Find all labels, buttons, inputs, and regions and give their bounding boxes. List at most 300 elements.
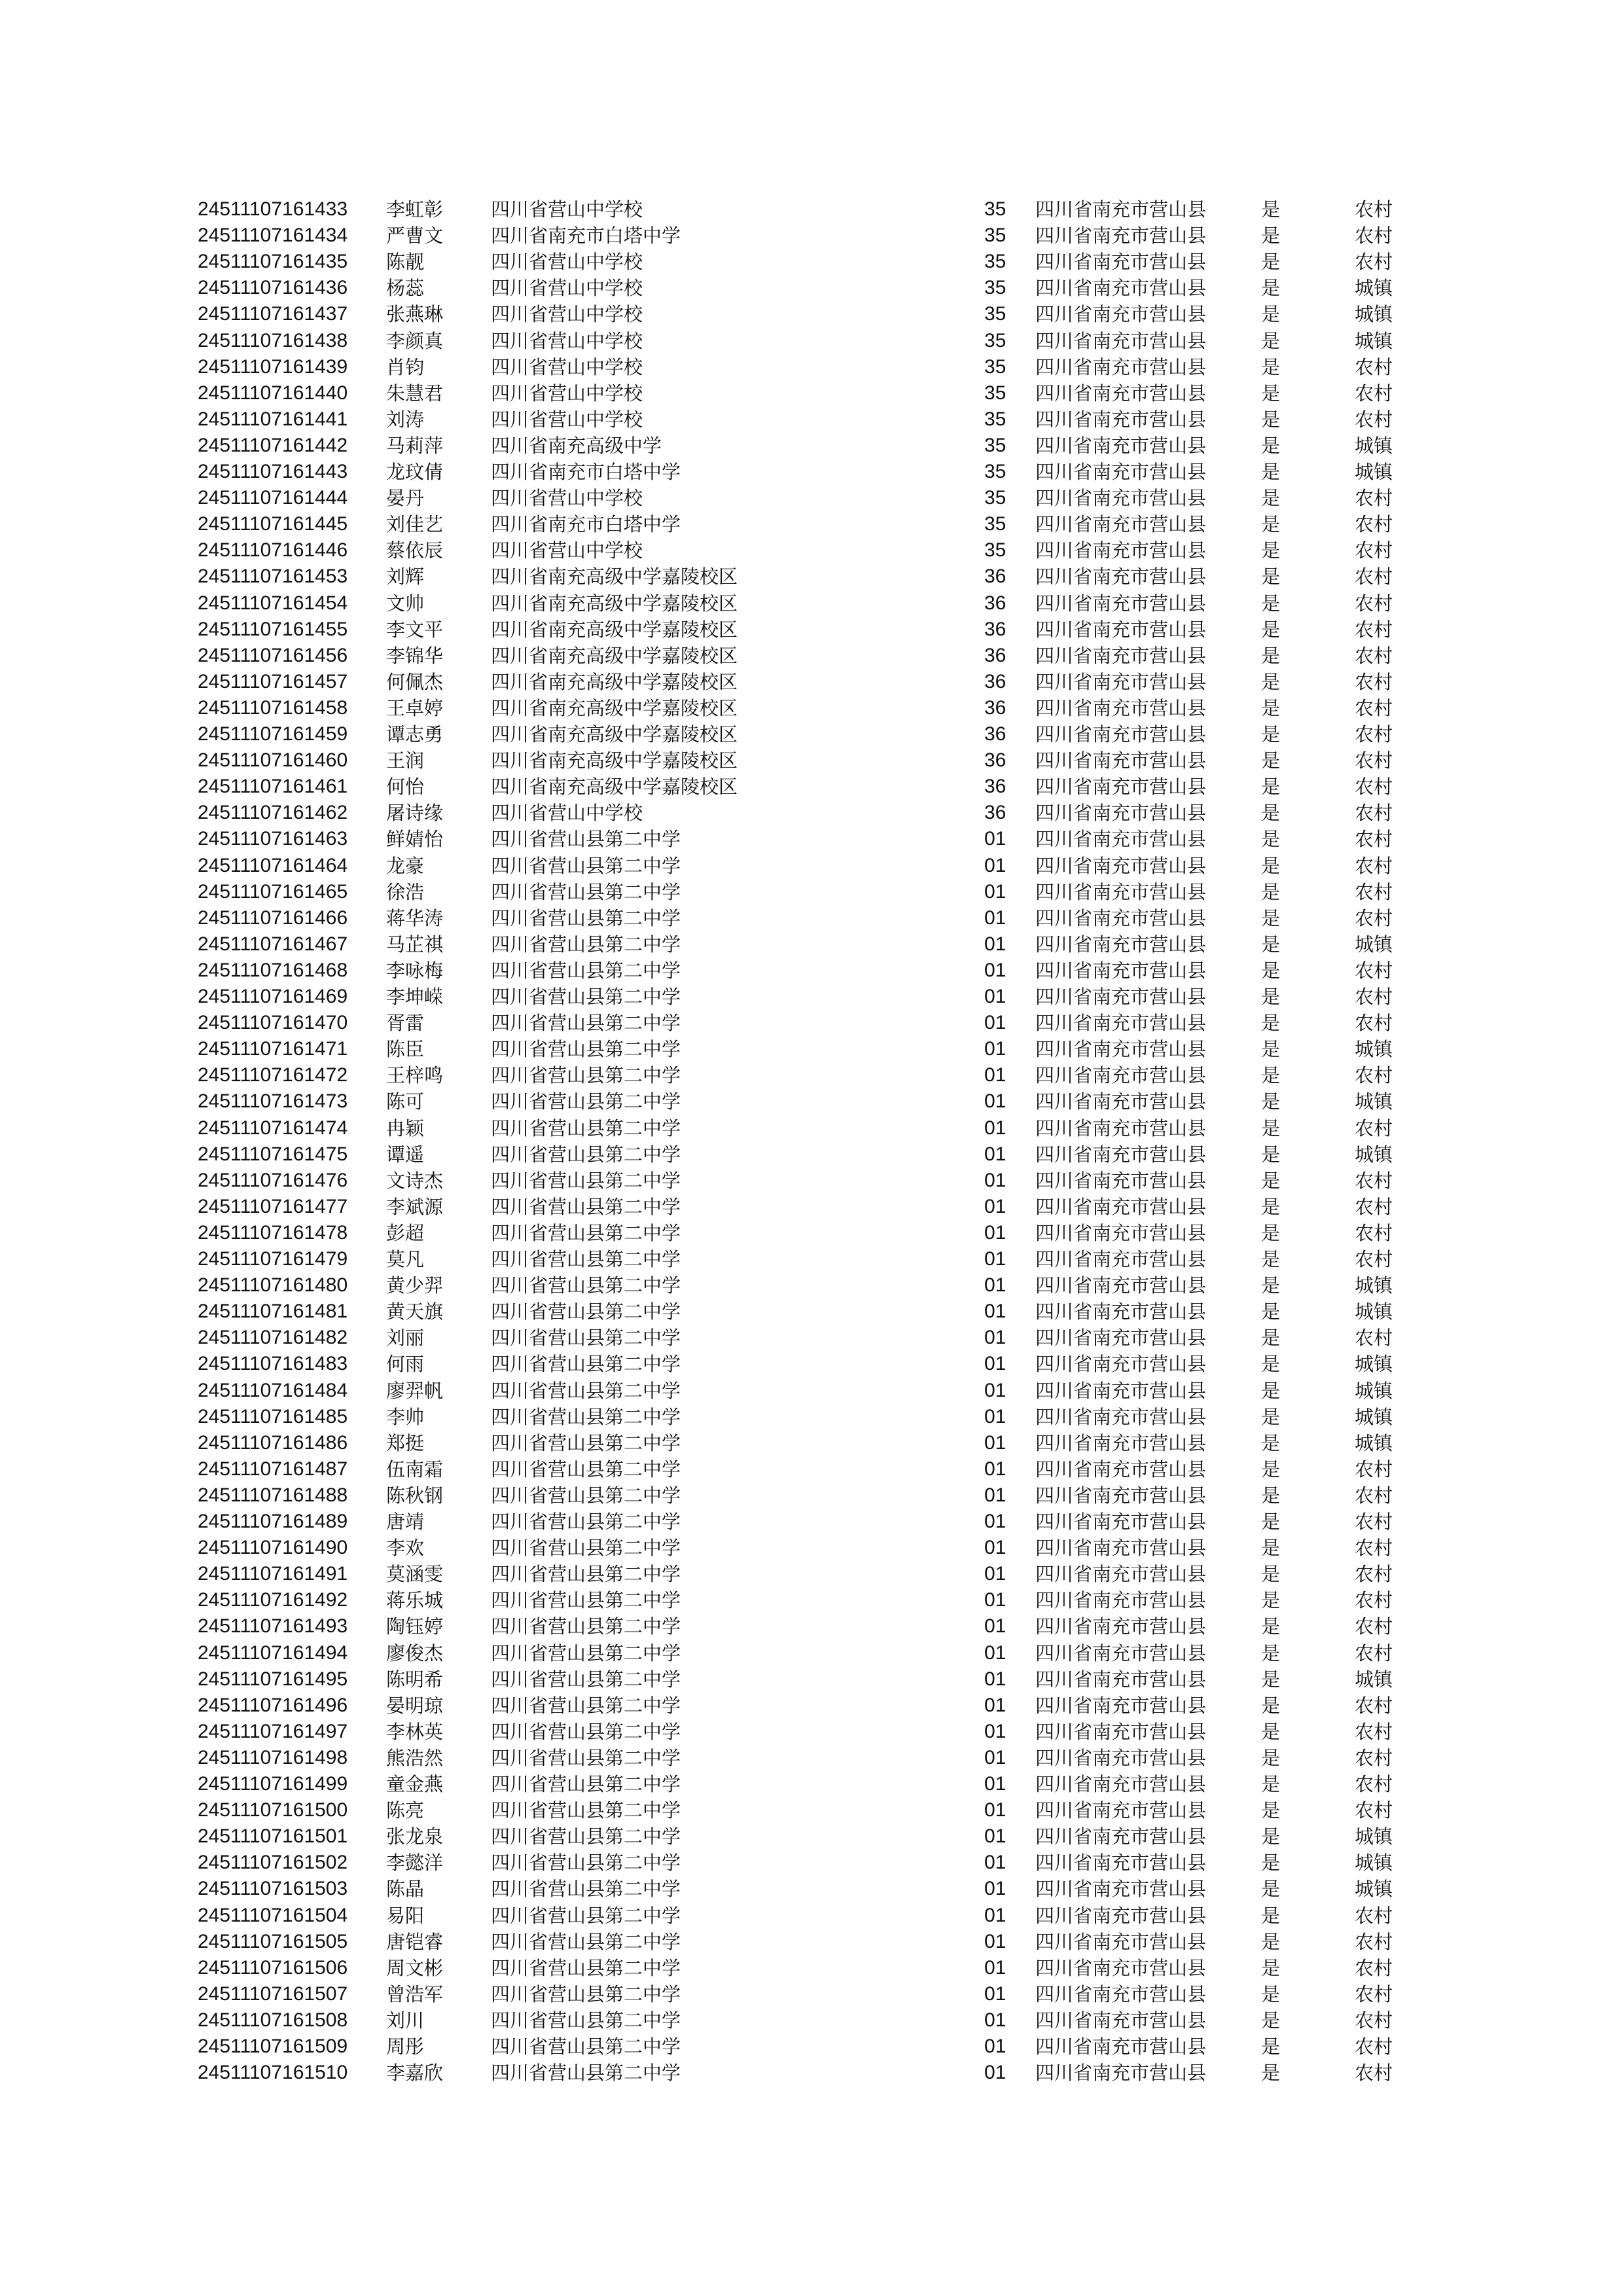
table-row <box>0 1299 1623 1325</box>
table-row <box>0 1482 1623 1509</box>
hometown-cell: 四川省南充市营山县 <box>1035 1248 1207 1270</box>
yes-flag-cell: 是 <box>1261 513 1281 536</box>
code-cell: 01 <box>984 1353 1007 1375</box>
code-cell: 01 <box>984 1090 1007 1113</box>
table-row <box>0 459 1623 485</box>
candidate-id-cell: 24511107161442 <box>198 434 348 456</box>
code-cell: 35 <box>984 382 1007 404</box>
code-cell: 01 <box>984 1248 1007 1270</box>
household-type-cell: 农村 <box>1355 1195 1393 1218</box>
household-type-cell: 农村 <box>1355 2036 1393 2058</box>
table-row <box>0 1719 1623 1745</box>
table-row <box>0 1693 1623 1719</box>
student-name-cell: 彭超 <box>386 1221 425 1244</box>
table-row <box>0 826 1623 852</box>
candidate-id-cell: 24511107161497 <box>198 1720 348 1742</box>
code-cell: 35 <box>984 408 1007 430</box>
student-name-cell: 晏明琼 <box>386 1694 444 1717</box>
hometown-cell: 四川省南充市营山县 <box>1035 1090 1207 1113</box>
table-row <box>0 853 1623 879</box>
school-name-cell: 四川省营山县第二中学 <box>491 1300 681 1323</box>
school-name-cell: 四川省营山县第二中学 <box>491 1694 681 1717</box>
household-type-cell: 农村 <box>1355 1327 1393 1350</box>
yes-flag-cell: 是 <box>1261 1458 1281 1480</box>
code-cell: 01 <box>984 2062 1007 2084</box>
candidate-id-cell: 24511107161434 <box>198 224 348 247</box>
code-cell: 01 <box>984 1117 1007 1139</box>
school-name-cell: 四川省营山中学校 <box>491 198 643 221</box>
candidate-id-cell: 24511107161490 <box>198 1537 348 1559</box>
school-name-cell: 四川省营山县第二中学 <box>491 1169 681 1192</box>
yes-flag-cell: 是 <box>1261 696 1281 719</box>
school-name-cell: 四川省营山县第二中学 <box>491 1537 681 1560</box>
hometown-cell: 四川省南充市营山县 <box>1035 513 1207 536</box>
candidate-id-cell: 24511107161441 <box>198 408 348 430</box>
household-type-cell: 农村 <box>1355 854 1393 877</box>
school-name-cell: 四川省营山县第二中学 <box>491 1195 681 1218</box>
code-cell: 35 <box>984 513 1007 535</box>
school-name-cell: 四川省营山县第二中学 <box>491 1012 681 1035</box>
school-name-cell: 四川省营山县第二中学 <box>491 1064 681 1087</box>
household-type-cell: 农村 <box>1355 880 1393 903</box>
student-name-cell: 黄少羿 <box>386 1274 444 1297</box>
hometown-cell: 四川省南充市营山县 <box>1035 1668 1207 1691</box>
candidate-id-cell: 24511107161445 <box>198 513 348 535</box>
candidate-id-cell: 24511107161493 <box>198 1615 348 1638</box>
household-type-cell: 农村 <box>1355 1982 1393 2005</box>
candidate-id-cell: 24511107161495 <box>198 1668 348 1690</box>
hometown-cell: 四川省南充市营山县 <box>1035 1878 1207 1901</box>
school-name-cell: 四川省南充高级中学嘉陵校区 <box>491 592 738 615</box>
code-cell: 01 <box>984 1195 1007 1217</box>
code-cell: 01 <box>984 1300 1007 1323</box>
school-name-cell: 四川省营山县第二中学 <box>491 1484 681 1507</box>
candidate-id-cell: 24511107161435 <box>198 251 348 273</box>
student-name-cell: 严曹文 <box>386 224 444 247</box>
household-type-cell: 农村 <box>1355 382 1393 404</box>
school-name-cell: 四川省营山县第二中学 <box>491 1511 681 1533</box>
yes-flag-cell: 是 <box>1261 776 1281 798</box>
household-type-cell: 农村 <box>1355 1615 1393 1638</box>
student-name-cell: 李虹彰 <box>386 198 444 221</box>
household-type-cell: 农村 <box>1355 1956 1393 1979</box>
yes-flag-cell: 是 <box>1261 670 1281 693</box>
hometown-cell: 四川省南充市营山县 <box>1035 355 1207 378</box>
table-row <box>0 354 1623 380</box>
hometown-cell: 四川省南充市营山县 <box>1035 854 1207 877</box>
school-name-cell: 四川省营山县第二中学 <box>491 1274 681 1297</box>
candidate-id-cell: 24511107161509 <box>198 2036 348 2057</box>
school-name-cell: 四川省营山中学校 <box>491 382 643 404</box>
student-name-cell: 王卓婷 <box>386 696 444 719</box>
hometown-cell: 四川省南充市营山县 <box>1035 1982 1207 2005</box>
yes-flag-cell: 是 <box>1261 1746 1281 1769</box>
table-row <box>0 1823 1623 1850</box>
code-cell: 01 <box>984 880 1007 903</box>
household-type-cell: 城镇 <box>1355 1852 1393 1874</box>
student-name-cell: 李斌源 <box>386 1195 444 1218</box>
hometown-cell: 四川省南充市营山县 <box>1035 2036 1207 2058</box>
candidate-id-cell: 24511107161487 <box>198 1458 348 1480</box>
hometown-cell: 四川省南充市营山县 <box>1035 1694 1207 1717</box>
household-type-cell: 农村 <box>1355 1511 1393 1533</box>
code-cell: 01 <box>984 1511 1007 1532</box>
school-name-cell: 四川省南充高级中学嘉陵校区 <box>491 670 738 693</box>
code-cell: 01 <box>984 1379 1007 1401</box>
hometown-cell: 四川省南充市营山县 <box>1035 1956 1207 1979</box>
student-name-cell: 唐靖 <box>386 1511 425 1533</box>
student-name-cell: 晏丹 <box>386 487 425 510</box>
table-row <box>0 721 1623 747</box>
yes-flag-cell: 是 <box>1261 802 1281 825</box>
code-cell: 36 <box>984 670 1007 692</box>
hometown-cell: 四川省南充市营山县 <box>1035 1012 1207 1035</box>
table-row <box>0 1141 1623 1168</box>
candidate-id-cell: 24511107161475 <box>198 1143 348 1165</box>
table-row <box>0 301 1623 327</box>
candidate-id-cell: 24511107161458 <box>198 696 348 719</box>
hometown-cell: 四川省南充市营山县 <box>1035 776 1207 798</box>
school-name-cell: 四川省营山中学校 <box>491 277 643 300</box>
household-type-cell: 城镇 <box>1355 1274 1393 1297</box>
code-cell: 01 <box>984 1982 1007 2005</box>
hometown-cell: 四川省南充市营山县 <box>1035 565 1207 588</box>
table-row <box>0 1613 1623 1640</box>
candidate-id-cell: 24511107161482 <box>198 1327 348 1349</box>
hometown-cell: 四川省南充市营山县 <box>1035 303 1207 326</box>
school-name-cell: 四川省营山县第二中学 <box>491 1825 681 1848</box>
table-row <box>0 1272 1623 1299</box>
student-name-cell: 曾浩军 <box>386 1982 444 2005</box>
code-cell: 01 <box>984 1589 1007 1611</box>
hometown-cell: 四川省南充市营山县 <box>1035 1746 1207 1769</box>
student-name-cell: 莫凡 <box>386 1248 425 1270</box>
candidate-id-cell: 24511107161453 <box>198 565 348 588</box>
school-name-cell: 四川省营山县第二中学 <box>491 1668 681 1691</box>
yes-flag-cell: 是 <box>1261 1379 1281 1402</box>
household-type-cell: 农村 <box>1355 1221 1393 1244</box>
hometown-cell: 四川省南充市营山县 <box>1035 1353 1207 1376</box>
candidate-id-cell: 24511107161492 <box>198 1589 348 1611</box>
code-cell: 36 <box>984 565 1007 588</box>
hometown-cell: 四川省南充市营山县 <box>1035 1379 1207 1402</box>
table-row <box>0 1062 1623 1088</box>
table-row <box>0 800 1623 826</box>
household-type-cell: 农村 <box>1355 1930 1393 1953</box>
table-row <box>0 1220 1623 1246</box>
hometown-cell: 四川省南充市营山县 <box>1035 1852 1207 1874</box>
code-cell: 01 <box>984 1484 1007 1506</box>
yes-flag-cell: 是 <box>1261 854 1281 877</box>
household-type-cell: 农村 <box>1355 487 1393 510</box>
student-name-cell: 郑挺 <box>386 1431 425 1454</box>
candidate-id-cell: 24511107161483 <box>198 1353 348 1375</box>
code-cell: 01 <box>984 1694 1007 1716</box>
hometown-cell: 四川省南充市营山县 <box>1035 670 1207 693</box>
table-row <box>0 564 1623 590</box>
school-name-cell: 四川省营山县第二中学 <box>491 1563 681 1586</box>
student-name-cell: 冉颖 <box>386 1117 425 1139</box>
candidate-id-cell: 24511107161443 <box>198 461 348 482</box>
yes-flag-cell: 是 <box>1261 2009 1281 2032</box>
household-type-cell: 农村 <box>1355 986 1393 1008</box>
yes-flag-cell: 是 <box>1261 487 1281 510</box>
yes-flag-cell: 是 <box>1261 1982 1281 2005</box>
student-name-cell: 陈秋钢 <box>386 1484 444 1507</box>
household-type-cell: 农村 <box>1355 618 1393 641</box>
hometown-cell: 四川省南充市营山县 <box>1035 1641 1207 1664</box>
code-cell: 01 <box>984 1169 1007 1191</box>
code-cell: 01 <box>984 828 1007 850</box>
student-name-cell: 刘辉 <box>386 565 425 588</box>
school-name-cell: 四川省营山中学校 <box>491 802 643 825</box>
hometown-cell: 四川省南充市营山县 <box>1035 749 1207 772</box>
table-row <box>0 931 1623 958</box>
household-type-cell: 农村 <box>1355 644 1393 667</box>
household-type-cell: 农村 <box>1355 224 1393 247</box>
household-type-cell: 农村 <box>1355 1537 1393 1560</box>
yes-flag-cell: 是 <box>1261 828 1281 851</box>
candidate-id-cell: 24511107161439 <box>198 355 348 378</box>
yes-flag-cell: 是 <box>1261 303 1281 326</box>
household-type-cell: 城镇 <box>1355 434 1393 457</box>
table-row <box>0 1404 1623 1430</box>
school-name-cell: 四川省营山县第二中学 <box>491 1405 681 1428</box>
student-name-cell: 何佩杰 <box>386 670 444 693</box>
yes-flag-cell: 是 <box>1261 277 1281 300</box>
candidate-id-cell: 24511107161446 <box>198 539 348 562</box>
yes-flag-cell: 是 <box>1261 1300 1281 1323</box>
student-name-cell: 杨蕊 <box>386 277 425 300</box>
table-row <box>0 2034 1623 2060</box>
yes-flag-cell: 是 <box>1261 434 1281 457</box>
code-cell: 01 <box>984 2009 1007 2031</box>
candidate-id-cell: 24511107161508 <box>198 2009 348 2031</box>
yes-flag-cell: 是 <box>1261 539 1281 562</box>
hometown-cell: 四川省南充市营山县 <box>1035 224 1207 247</box>
candidate-id-cell: 24511107161470 <box>198 1012 348 1034</box>
student-name-cell: 陈亮 <box>386 1799 425 1822</box>
school-name-cell: 四川省营山县第二中学 <box>491 880 681 903</box>
hometown-cell: 四川省南充市营山县 <box>1035 644 1207 667</box>
table-row <box>0 590 1623 617</box>
candidate-id-cell: 24511107161504 <box>198 1904 348 1926</box>
student-name-cell: 何雨 <box>386 1353 425 1376</box>
student-name-cell: 周文彬 <box>386 1956 444 1979</box>
student-name-cell: 李颜真 <box>386 329 444 352</box>
school-name-cell: 四川省营山县第二中学 <box>491 1930 681 1953</box>
student-name-cell: 谭志勇 <box>386 723 444 745</box>
table-row <box>0 275 1623 301</box>
candidate-id-cell: 24511107161454 <box>198 592 348 614</box>
school-name-cell: 四川省营山县第二中学 <box>491 1458 681 1480</box>
household-type-cell: 城镇 <box>1355 1300 1393 1323</box>
yes-flag-cell: 是 <box>1261 1431 1281 1454</box>
household-type-cell: 农村 <box>1355 1904 1393 1927</box>
yes-flag-cell: 是 <box>1261 382 1281 404</box>
student-name-cell: 张龙泉 <box>386 1825 444 1848</box>
yes-flag-cell: 是 <box>1261 1221 1281 1244</box>
household-type-cell: 农村 <box>1355 1746 1393 1769</box>
hometown-cell: 四川省南充市营山县 <box>1035 1930 1207 1953</box>
hometown-cell: 四川省南充市营山县 <box>1035 1484 1207 1507</box>
yes-flag-cell: 是 <box>1261 1589 1281 1612</box>
student-name-cell: 黄天旗 <box>386 1300 444 1323</box>
student-name-cell: 伍南霜 <box>386 1458 444 1480</box>
candidate-id-cell: 24511107161496 <box>198 1694 348 1716</box>
school-name-cell: 四川省营山县第二中学 <box>491 1353 681 1376</box>
candidate-id-cell: 24511107161461 <box>198 776 348 798</box>
student-name-cell: 陈靓 <box>386 251 425 274</box>
table-row <box>0 511 1623 537</box>
hometown-cell: 四川省南充市营山县 <box>1035 539 1207 562</box>
school-name-cell: 四川省营山县第二中学 <box>491 1431 681 1454</box>
yes-flag-cell: 是 <box>1261 2036 1281 2058</box>
table-row <box>0 433 1623 459</box>
table-row <box>0 1115 1623 1141</box>
candidate-id-cell: 24511107161472 <box>198 1064 348 1086</box>
hometown-cell: 四川省南充市营山县 <box>1035 1274 1207 1297</box>
table-row <box>0 537 1623 564</box>
student-name-cell: 廖俊杰 <box>386 1641 444 1664</box>
code-cell: 35 <box>984 539 1007 562</box>
student-name-cell: 李欢 <box>386 1537 425 1560</box>
hometown-cell: 四川省南充市营山县 <box>1035 1537 1207 1560</box>
table-row <box>0 1456 1623 1482</box>
student-name-cell: 李咏梅 <box>386 959 444 982</box>
student-name-cell: 何怡 <box>386 776 425 798</box>
code-cell: 01 <box>984 1038 1007 1060</box>
table-row <box>0 879 1623 905</box>
school-name-cell: 四川省营山县第二中学 <box>491 1720 681 1743</box>
yes-flag-cell: 是 <box>1261 251 1281 274</box>
yes-flag-cell: 是 <box>1261 408 1281 431</box>
table-row <box>0 958 1623 984</box>
hometown-cell: 四川省南充市营山县 <box>1035 1563 1207 1586</box>
household-type-cell: 城镇 <box>1355 1668 1393 1691</box>
code-cell: 35 <box>984 251 1007 273</box>
code-cell: 01 <box>984 1668 1007 1690</box>
code-cell: 01 <box>984 933 1007 955</box>
student-name-cell: 文帅 <box>386 592 425 615</box>
yes-flag-cell: 是 <box>1261 1615 1281 1638</box>
yes-flag-cell: 是 <box>1261 1038 1281 1061</box>
hometown-cell: 四川省南充市营山县 <box>1035 1327 1207 1350</box>
candidate-id-cell: 24511107161455 <box>198 618 348 640</box>
school-name-cell: 四川省营山县第二中学 <box>491 2009 681 2032</box>
yes-flag-cell: 是 <box>1261 1773 1281 1795</box>
candidate-id-cell: 24511107161460 <box>198 749 348 772</box>
candidate-id-cell: 24511107161467 <box>198 933 348 955</box>
hometown-cell: 四川省南充市营山县 <box>1035 828 1207 851</box>
school-name-cell: 四川省营山县第二中学 <box>491 1117 681 1139</box>
household-type-cell: 农村 <box>1355 1694 1393 1717</box>
hometown-cell: 四川省南充市营山县 <box>1035 1300 1207 1323</box>
candidate-id-cell: 24511107161464 <box>198 854 348 876</box>
household-type-cell: 城镇 <box>1355 277 1393 300</box>
household-type-cell: 城镇 <box>1355 1143 1393 1166</box>
student-name-cell: 屠诗缘 <box>386 802 444 825</box>
school-name-cell: 四川省营山县第二中学 <box>491 1615 681 1638</box>
hometown-cell: 四川省南充市营山县 <box>1035 2009 1207 2032</box>
household-type-cell: 农村 <box>1355 1563 1393 1586</box>
household-type-cell: 农村 <box>1355 1799 1393 1822</box>
yes-flag-cell: 是 <box>1261 1274 1281 1297</box>
table-row <box>0 196 1623 223</box>
hometown-cell: 四川省南充市营山县 <box>1035 696 1207 719</box>
table-row <box>0 1168 1623 1194</box>
hometown-cell: 四川省南充市营山县 <box>1035 1511 1207 1533</box>
code-cell: 01 <box>984 1956 1007 1979</box>
school-name-cell: 四川省营山县第二中学 <box>491 2062 681 2085</box>
household-type-cell: 农村 <box>1355 408 1393 431</box>
code-cell: 01 <box>984 854 1007 876</box>
yes-flag-cell: 是 <box>1261 1090 1281 1113</box>
yes-flag-cell: 是 <box>1261 1904 1281 1927</box>
household-type-cell: 农村 <box>1355 1641 1393 1664</box>
school-name-cell: 四川省南充高级中学嘉陵校区 <box>491 776 738 798</box>
code-cell: 01 <box>984 1563 1007 1585</box>
table-row <box>0 1797 1623 1823</box>
household-type-cell: 农村 <box>1355 906 1393 929</box>
school-name-cell: 四川省南充市白塔中学 <box>491 513 681 536</box>
yes-flag-cell: 是 <box>1261 1169 1281 1192</box>
yes-flag-cell: 是 <box>1261 1248 1281 1270</box>
yes-flag-cell: 是 <box>1261 1799 1281 1822</box>
household-type-cell: 农村 <box>1355 1484 1393 1507</box>
code-cell: 01 <box>984 1405 1007 1427</box>
code-cell: 01 <box>984 1930 1007 1952</box>
table-row <box>0 406 1623 433</box>
table-row <box>0 1876 1623 1902</box>
candidate-id-cell: 24511107161438 <box>198 329 348 351</box>
school-name-cell: 四川省南充高级中学嘉陵校区 <box>491 644 738 667</box>
yes-flag-cell: 是 <box>1261 1537 1281 1560</box>
table-row <box>0 1929 1623 1955</box>
code-cell: 01 <box>984 1537 1007 1559</box>
candidate-id-cell: 24511107161501 <box>198 1825 348 1848</box>
candidate-id-cell: 24511107161498 <box>198 1746 348 1768</box>
code-cell: 01 <box>984 1327 1007 1349</box>
student-name-cell: 蒋乐城 <box>386 1589 444 1612</box>
school-name-cell: 四川省营山县第二中学 <box>491 1143 681 1166</box>
hometown-cell: 四川省南充市营山县 <box>1035 1169 1207 1192</box>
household-type-cell: 城镇 <box>1355 1878 1393 1901</box>
student-name-cell: 刘佳艺 <box>386 513 444 536</box>
code-cell: 01 <box>984 1012 1007 1034</box>
code-cell: 35 <box>984 355 1007 378</box>
student-name-cell: 王润 <box>386 749 425 772</box>
school-name-cell: 四川省营山中学校 <box>491 329 643 352</box>
school-name-cell: 四川省营山县第二中学 <box>491 1852 681 1874</box>
code-cell: 01 <box>984 1720 1007 1742</box>
yes-flag-cell: 是 <box>1261 592 1281 615</box>
hometown-cell: 四川省南充市营山县 <box>1035 1038 1207 1061</box>
student-name-cell: 李文平 <box>386 618 444 641</box>
code-cell: 35 <box>984 277 1007 299</box>
household-type-cell: 农村 <box>1355 592 1393 615</box>
school-name-cell: 四川省营山县第二中学 <box>491 828 681 851</box>
yes-flag-cell: 是 <box>1261 1195 1281 1218</box>
school-name-cell: 四川省营山县第二中学 <box>491 1982 681 2005</box>
hometown-cell: 四川省南充市营山县 <box>1035 1143 1207 1166</box>
yes-flag-cell: 是 <box>1261 1012 1281 1035</box>
candidate-id-cell: 24511107161494 <box>198 1641 348 1664</box>
household-type-cell: 农村 <box>1355 513 1393 536</box>
hometown-cell: 四川省南充市营山县 <box>1035 487 1207 510</box>
yes-flag-cell: 是 <box>1261 906 1281 929</box>
household-type-cell: 城镇 <box>1355 1353 1393 1376</box>
